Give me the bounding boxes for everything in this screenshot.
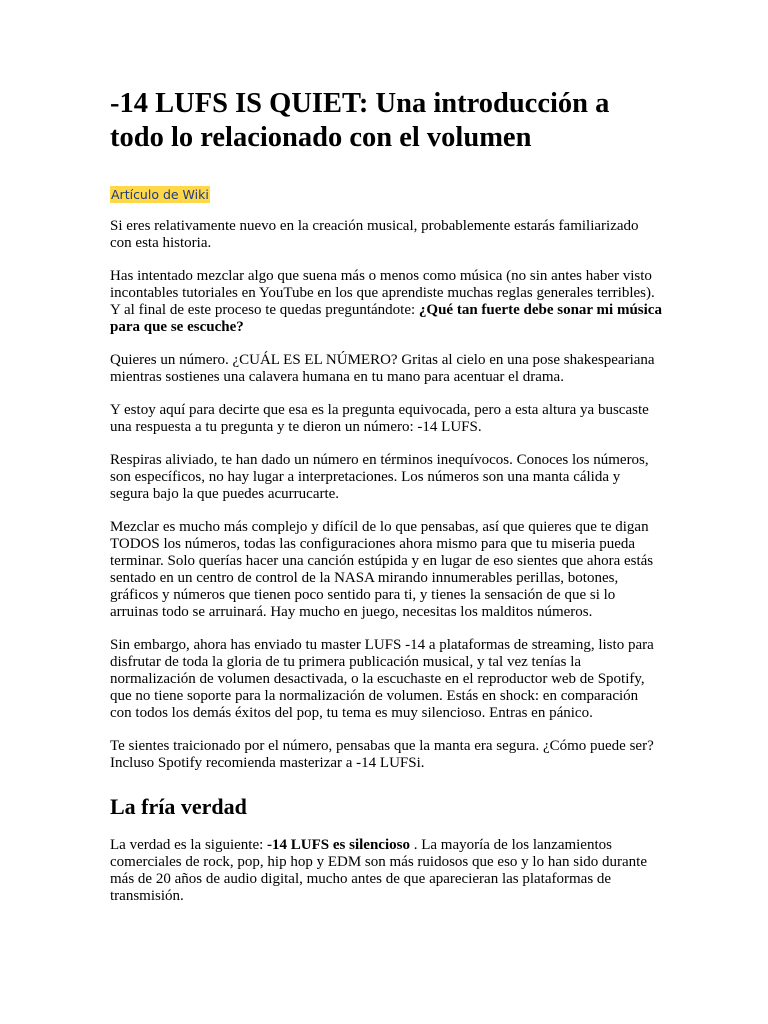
paragraph-truth-start: La verdad es la siguiente: xyxy=(110,837,264,853)
paragraph-betrayed: Te sientes traicionado por el número, pensabas que la manta era segura. ¿Cómo puede ser? Incluso Spotify recomienda masterizar a -14 LUFSi. xyxy=(110,738,654,771)
wiki-article-tag[interactable]: Artículo de Wiki xyxy=(111,187,209,202)
section-heading: La fría verdad xyxy=(110,794,247,819)
article-title: -14 LUFS IS QUIET: Una introducción a todo lo relacionado con el volumen xyxy=(110,88,610,153)
paragraph-number: Quieres un número. ¿CUÁL ES EL NÚMERO? Gritas al cielo en una pose shakespeariana mientras sostienes una calavera humana en tu mano para acentuar el drama. xyxy=(110,352,655,385)
paragraph-truth-bold: -14 LUFS es silencioso xyxy=(267,837,410,853)
paragraph-streaming: Sin embargo, ahora has enviado tu master LUFS -14 a plataformas de streaming, listo para disfrutar de toda la gloria de tu primera publicación musical, y tal vez tenías la normalización de volumen desactivada, o la escuchaste en el reproductor web de Spotify, que no tiene soporte para la normalización de volumen. Estás en shock: en comparación con todos los demás éxitos del pop, tu tema es muy silencioso. Entras en pánico. xyxy=(110,637,654,721)
paragraph-question xyxy=(110,268,662,336)
paragraph-relief: Respiras aliviado, te han dado un número en términos inequívocos. Conoces los números, son específicos, no hay lugar a interpretaciones. Los números son una manta cálida y segura bajo la que puedes acurrucarte. xyxy=(110,452,649,502)
paragraph-truth xyxy=(110,837,662,905)
paragraph-truth-rest: . La mayoría de los lanzamientos comerciales de rock, pop, hip hop y EDM son más ruidosos que eso y lo han sido durante más de 20 años de audio digital, mucho antes de que aparecieran las plataformas de transmisión. xyxy=(110,837,647,904)
article-body xyxy=(110,87,662,905)
paragraph-question-text: Has intentado mezclar algo que suena más o menos como música (no sin antes haber visto incontables tutoriales en YouTube en los que aprendiste muchas reglas generales terribles). Y al final de este proceso te quedas preguntándote: xyxy=(110,268,655,318)
paragraph-complexity: Mezclar es mucho más complejo y difícil de lo que pensabas, así que quieres que te digan TODOS los números, todas las configuraciones ahora mismo para que tu miseria pueda terminar. Solo querías hacer una canción estúpida y en lugar de eso sientes que ahora estás sentado en un centro de control de la NASA mirando innumerables perillas, botones, gráficos y números que tienen poco sentido para ti, y tienes la sensación de que si lo arruinas todo se arruinará. Hay mucho en juego, necesitas los malditos números. xyxy=(110,519,654,620)
paragraph-intro: Si eres relativamente nuevo en la creación musical, probablemente estarás familiarizado con esta historia. xyxy=(110,218,639,251)
tag-row xyxy=(110,155,662,204)
paragraph-wrong-question: Y estoy aquí para decirte que esa es la pregunta equivocada, pero a esta altura ya buscaste una respuesta a tu pregunta y te dieron un número: -14 LUFS. xyxy=(110,402,649,435)
paragraph-question-bold: ¿Qué tan fuerte debe sonar mi música para que se escuche? xyxy=(110,302,662,335)
